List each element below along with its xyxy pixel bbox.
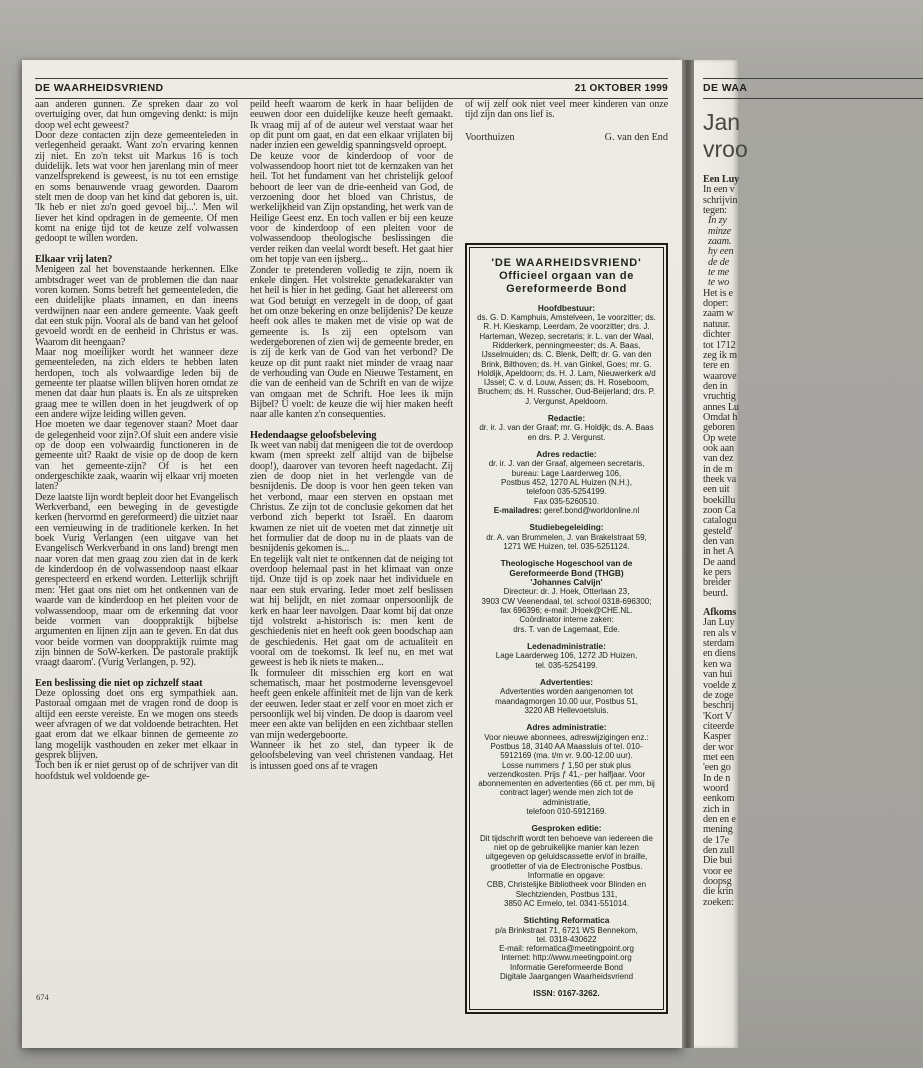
colophon-section-ledenadministratie: Ledenadministratie: Lage Laarderweg 106, 1272 JD Huizen, tel. 035-5254199. [495,640,638,670]
magazine-page [22,60,682,1048]
colophon-subtitle: Officieel orgaan van de Gereformeerde Bond [499,269,634,295]
next-page-text: Het is e doper: zaam w natuur. dichter tot 1712 zeg ik m tere en waarove den in vruchtig annes Lu Omdat h geboren Op wete ook aan van dez in de m theek va een uit boekillu zoon Ca catalogu gesteld' den van in het A De aand ke pers breider beurd. [703,287,739,599]
next-page-sliver [694,60,748,1048]
section-heading: Elkaar vrij laten? [35,253,113,265]
paragraph: Menigeen zal het bovenstaande herkennen. Elke ambtsdrager weet van de problemen die dan naar voren komen. Soms betreft het gemeenteleden, die een duidelijke plaats innamen, en dan ineens verdwijnen naar een andere gemeente. Vaak geeft dat een stuk pijn. Vooral als de band van het geloof gevoeld wordt en de eenheid in Christus er was. Waarom dit heengaan? Maar nog moeilijker wordt het wanneer deze gemeenteleden, na zich elders te hebben laten herdopen, toch als volwaardige leden bij de gemeente ter plaatse willen blijven horen omdat ze menen dat daar hun plaats is. En als ze uitspreken graag mee te willen doen in het jeugdwerk of op een andere wijze leiding willen geven. Hoe moeten we daar tegenover staan? Moet daar de gelegenheid voor zijn?.Of sluit een andere visie op de doop een volwaardig functioneren in de gemeente uit? Raakt de visie op de doop de kern van het gemeente-zijn? Of is het een ondergeschikte zaak, waarin wij elkaar vrij moeten laten? Deze laatste lijn wordt bepleit door het Evangelisch Werkverband, een beweging in de gevestigde kerken (hervormd en gereformeerd) die uitziet naar een vernieuwing in de traditionele kerken. In het boek Vurig Verlangen (een uitgave van het Evangelisch Werkverband in ons land) brengt men naar voren dat men graag zou zien dat in de kerk de kinderdoop én de volwassendoop naast elkaar gerespecteerd en erkend worden. Letterlijk schrijft men: 'Het gaat ons niet om het ontkennen van de waarde van de kinderdoop en het pleiten voor de volwassendoop, maar om de erkenning dat voor beide vormen van dooppraktijk bijbelse argumenten en lijnen zijn aan te geven. En dat dus voor beide vormen van dooppraktijk ruimte mag zijn binnen de SoW-kerken. De pastorale praktijk vraagt daarom'. (Vurig Verlangen, p. 92). [35,264,238,669]
page-number: 674 [36,992,49,1002]
author-row [465,132,668,143]
colophon-section-studiebegeleiding: Studiebegeleiding: dr. A. van Brummelen, J. van Brakelstraat 59, 1271 WE Huizen, tel. 035-5251124. [486,522,647,551]
colophon-section-redactie: Redactie: dr. ir. J. van der Graaf; mr. G. Holdijk; ds. A. Baas en drs. P. J. Vergunst. [479,413,654,442]
next-page-header-rule-bottom [703,98,923,99]
email-label: E-mailadres: [493,505,542,515]
paragraph: Deze oplossing doet ons erg sympathiek aan. Pastoraal omgaan met de vragen rond de doop is altijd een eerste vereiste. En we mogen ons steeds weer afvragen of we dat voldoende betrachten. Het gaat erom dat we elkaar binnen de gemeente zo lang mogelijk vasthouden en zeker met elkaar in gesprek blijven. Toch ben ik er niet gerust op of de schrijver van dit hoofdstuk wel voldoende ge- [35,687,238,782]
colophon-section-hogeschool: Theologische Hogeschool van de Gereformeerde Bond (THGB) 'Johannes Calvijn' Directeur: dr. J. Hoek, Otterlaan 23, 3903 CW Veenendaal, tel. school 0318-696300; fax 696396; e-mail: JHoek@CHE.NL. Coördinator interne zaken: drs. T. van de Lagemaat, Ede. [481,558,652,634]
section-heading: Een beslissing die niet op zichzelf staat [35,677,203,689]
colophon-section-adres-administratie: Adres administratie: Voor nieuwe abonnees, adreswijzigingen enz.: Postbus 18, 3140 AA Maassluis of tel. 010-5912169 (ma. t/m vr. 9.00-12.00 uur). Losse nummers ƒ 1,50 per stuk plus verzendkosten. Prijs ƒ 41,- per halfjaar. Voor abonnementen en advertenties (66 ct. per mm, bij contract lager) wende men zich tot de administratie, telefoon 010-5912169. [478,722,655,817]
article-column-2 [250,100,453,1014]
paragraph: of wij zelf ook niet veel meer kinderen van onze tijd zijn dan ons lief is. [465,99,668,121]
issue-date: 21 OKTOBER 1999 [574,83,668,94]
article-column-1 [35,100,238,1014]
colophon-title: 'DE WAARHEIDSVRIEND' [491,256,642,269]
article-column-3 [465,100,668,1014]
colophon-section-issn: ISSN: 0167-3262. [533,988,600,999]
section-heading: Hedendaagse geloofsbeleving [250,429,377,441]
next-page-magazine-name: DE WAA [703,82,748,94]
author-place: Voorthuizen [465,131,515,143]
paragraph: peild heeft waarom de kerk in haar belijden de eeuwen door een duidelijke keuze heeft gemaakt. Ik vraag mij af of de auteur wel verstaat waar het op dit punt om gaat, en dat een elkaar vrijlaten bij nader inzien een geweldig spanningsveld oproept. De keuze voor de kinderdoop of voor de volwassendoop hoort niet tot de kernzaken van het heil. Tot het fundament van het christelijk geloof behoort de leer van de drie-eenheid van God, de verzoening door het bloed van Christus, de werkelijkheid van Zijn opstanding, het werk van de Heilige Geest enz. En toch vallen er bij een keuze voor de kinderdoop of een pleiten voor de volwassendoop theologische beslissingen die verder reiken dan veelal wordt beseft. Het gaat hier om het topje van een ijsberg... Zonder te pretenderen volledig te zijn, noem ik enkele dingen. Het volstrekte genadekarakter van het heil is hier in het geding. Gaat het allereerst om wat God betuigt en verzegelt in de doop, of gaat het om onze bekering en onze belijdenis? De keuze heeft ook alles te maken met de visie op wat de gemeente is. Is zij een optelsom van wedergeborenen of zien wij de gemeente breder, en is zij de kerk van de God van het verbond? De keuze op dit punt raakt niet minder de vraag naar de verhouding van Oude en Nieuwe Testament, en die van de eenheid van de Schrift en van de wijze van omgaan met de Schrift. Hoe lees ik mijn Bijbel? U voelt: de keuze die wij hier maken heeft naar alle kanten z'n consequenties. [250,99,453,421]
article-body [35,100,668,1014]
paragraph: aan anderen gunnen. Ze spreken daar zo vol overtuiging over, dat hun omgeving denkt: is mijn doop wel echt geweest? Door deze contacten zijn deze gemeenteleden in verlegenheid geraakt. Want zo'n ervaring kennen zij niet. En zo'n tekst uit Markus 16 is toch duidelijk. Iets wat voor hen jarenlang min of meer vanzelfsprekend is geweest, is nu tot een ernstige en soms benauwende vraag geworden. Daarom stelt men de doop van het kind dat geboren is, uit. 'Ik heb er niet zo'n goed gevoel bij...'. Men wil liever het kind opdragen in de gemeente. Of men komt na enige tijd tot de keuze zelf volwassen gedoopt te willen worden. [35,99,238,245]
colophon-section-gesproken-editie: Gesproken editie: Dit tijdschrift wordt ten behoeve van iedereen die niet op de gebruikelijke manier kan lezen uitgegeven op geluidscassette en/of in braille, grootletter of via de Electronische Postbus. Informatie en opgave: CBB, Christelijke Bibliotheek voor Blinden en Slechtzienden, Postbus 131, 3850 AC Ermelo, tel. 0341-551014. [480,823,653,908]
magazine-name: DE WAARHEIDSVRIEND [35,82,164,94]
colophon-section-hoofdbestuur: Hoofdbestuur: ds. G. D. Kamphuis, Amstelveen, 1e voorzitter; ds. R. H. Kieskamp, Leerdam, 2e voorzitter; drs. J. Harteman, Wezep, secretaris; ir. L. van der Waal, Ridderkerk, penningmeester; ds. A. Baas, IJsselmuiden; ds. C. Blenk, Delft; dr. G. van den Brink, Bilthoven; ds. H. van Ginkel, Goes; mr. G. Holdijk, Apeldoorn; ds. H. J. Lam, Nieuwerkerk a/d IJssel; C. v. d. Louw, Assen; ds. H. Roseboom, Bruchem; ds. H. Russcher, Oud-Beijerland; drs. P. J. Vergunst, Apeldoorn. [477,302,656,406]
colophon-section-advertenties: Advertenties: Advertenties worden aangenomen tot maandagmorgen 10.00 uur, Postbus 51, 3220 AB Hellevoetsluis. [495,676,638,715]
colophon-box [465,243,668,1014]
page-header [35,78,668,99]
page-gutter-shadow [682,60,694,1048]
next-page-text: In een v schrijvin tegen: [703,184,738,217]
next-page-heading: Een Luy [703,174,740,185]
author-name: G. van den End [604,131,668,143]
next-page-article-title: Jan vroo [703,109,748,162]
colophon-section-stichting-reformatica: Stichting Reformatica p/a Brinkstraat 71, 6721 WS Bennekom, tel. 0318-430622 E-mail: reformatica@meetingpoint.org Internet: http://www.meetingpoint.org Informatie Gereformeerde Bond Digitale Jaargangen Waarheidsvriend [495,915,638,981]
colophon-section-adres-redactie: Adres redactie: dr. ir. J. van der Graaf, algemeen secretaris, bureau: Lage Laarderweg 106, Postbus 452, 1270 AL Huizen (N.H.), telefoon 035-5254199. Fax 035-5260510. E-mailadres: geref.bond@worldonline.nl [488,449,645,515]
next-page-text: Jan Luy ren als v sterdam en diens ken wa van hui voelde z de zoge beschrij 'Kort V citeerde Kasper der wor met een 'een go In de n woord eenkom zich in den en e mening de 17e den zull Die bui voor ee doopsg die krin zoeken: [703,617,737,908]
paragraph: Ik weet van nabij dat menigeen die tot de overdoop kwam (men spreekt zelf altijd van de bijbelse doop!), daarover van tevoren heeft nagedacht. Zij zien de doop niet in het verlengde van de besnijdenis. De doop is voor hen geen teken van het verbond, maar een sterven en opstaan met Christus. Ze zijn tot de conclusie gekomen dat het verbond zich beperkt tot Israël. En daarom kwamen ze niet uit de voeten met dat zinnetje uit het formulier dat de doop nu in de plaats van de besnijdenis gekomen is... En tegelijk valt niet te ontkennen dat de neiging tot overdoop helemaal past in het klimaat van onze tijd. Onze tijd is op zoek naar het individuele en naar een stuk ervaring. Ieder moet zelf beslissen wat hij belijdt, en niet zomaar onpersoonlijk de kerk en haar leer navolgen. Daar komt bij dat onze tijd volstrekt a-historisch is: men kent de geschiedenis niet en heeft ook geen boodschap aan de geschiedenis. Het gaat om de actualiteit en vooral om de toekomst. Ik leef nu, en met wat geweest is heb ik niets te maken... Ik formuleer dit misschien erg kort en wat schematisch, maar het postmoderne levensgevoel heeft geen enkele affiniteit met de lijn van de kerk der eeuwen. Ieder staat er zelf voor en moet zich er persoonlijk wel bij vinden. De doop is daarom veel meer een akte van belijden en een zichtbaar stellen van mijn wedergeboorte. Wanneer ik het zo stel, dan typeer ik de geloofsbeleving van veel christenen vandaag. Het is intussen goed ons af te vragen [250,440,453,772]
next-page-quote: In zy minze zaam. hy een de de te me te wo [708,215,734,289]
next-page-heading: Afkoms [703,607,737,619]
email-address: geref.bond@worldonline.nl [543,505,640,515]
